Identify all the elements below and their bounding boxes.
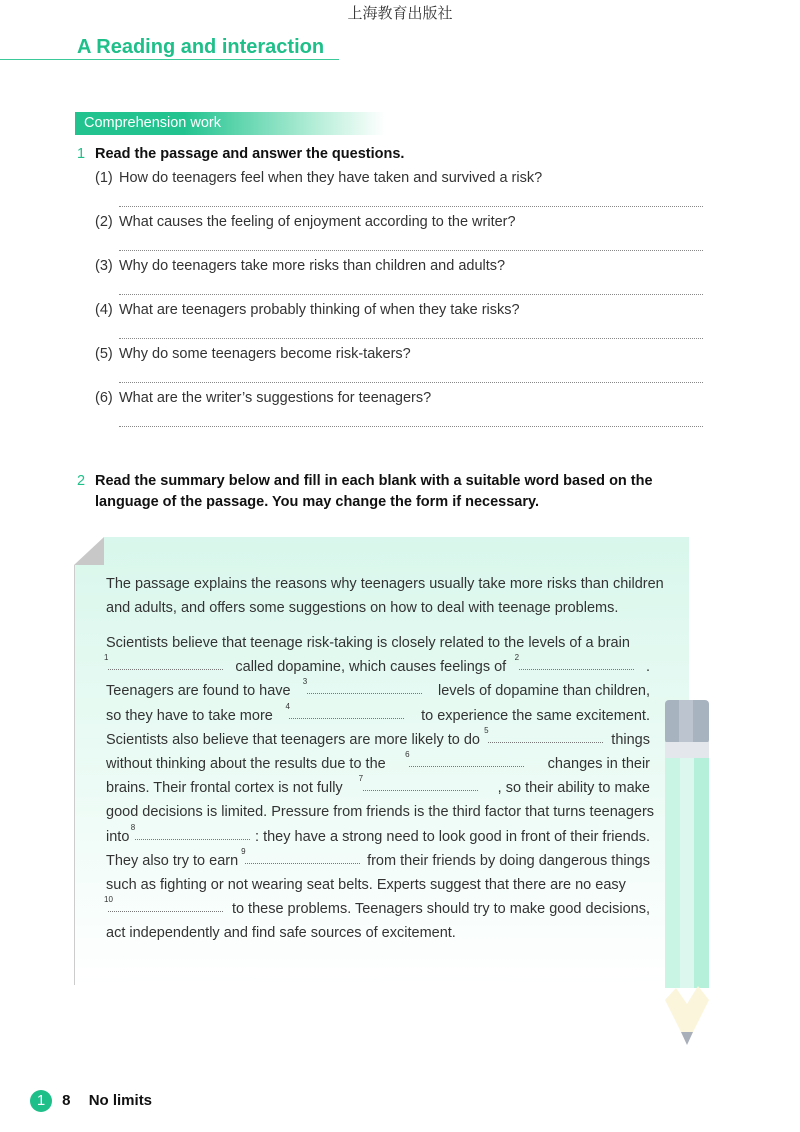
folded-corner bbox=[74, 537, 104, 565]
question-item bbox=[95, 258, 505, 274]
summary-line bbox=[106, 846, 650, 873]
blank-number: 3 bbox=[302, 677, 308, 687]
blank-7[interactable] bbox=[358, 774, 478, 791]
question-number: (5) bbox=[95, 346, 113, 362]
question-text: What are teenagers probably thinking of when they take risks? bbox=[119, 302, 520, 318]
summary-text: changes in their bbox=[547, 755, 650, 772]
summary-text: things bbox=[611, 731, 650, 748]
summary-line bbox=[106, 822, 650, 849]
task-number: 2 bbox=[77, 473, 86, 489]
blank-number: 9 bbox=[241, 846, 246, 856]
blank-number: 2 bbox=[514, 653, 520, 663]
summary-text: levels of dopamine than children, bbox=[437, 683, 650, 700]
page-footer bbox=[30, 1090, 152, 1112]
question-text: What causes the feeling of enjoyment according to the writer? bbox=[119, 214, 516, 230]
question-number: (3) bbox=[95, 258, 113, 274]
summary-line bbox=[106, 572, 664, 596]
summary-line bbox=[106, 776, 650, 800]
blank-number: 10 bbox=[104, 895, 113, 905]
summary-text: to these problems. Teenagers should try to make good decisions, bbox=[231, 901, 650, 918]
task-number: 1 bbox=[77, 146, 86, 162]
answer-line[interactable] bbox=[119, 426, 703, 427]
task-2-heading bbox=[77, 471, 675, 513]
summary-text: good decisions is limited. Pressure from friends is the third factor that turns teenagers bbox=[106, 804, 655, 821]
summary-line bbox=[106, 679, 650, 703]
summary-line bbox=[106, 596, 650, 620]
task-instruction: Read the summary below and fill in each blank with a suitable word based on the language of the passage. You may change the form if necessary. bbox=[95, 473, 653, 510]
question-text: Why do some teenagers become risk-takers? bbox=[119, 346, 411, 362]
summary-text: to experience the same excitement. bbox=[421, 707, 650, 724]
question-text: What are the writer’s suggestions for teenagers? bbox=[119, 390, 432, 406]
summary-text: : they have a strong need to look good in front of their friends. bbox=[255, 828, 650, 845]
summary-line bbox=[106, 897, 650, 921]
summary-text: into bbox=[106, 828, 130, 845]
publisher-header: 上海教育出版社 bbox=[347, 4, 453, 22]
page-number: 8 bbox=[62, 1091, 71, 1109]
blank-10[interactable] bbox=[104, 895, 223, 912]
question-number: (4) bbox=[95, 302, 113, 318]
summary-text: Scientists also believe that teenagers are more likely to do bbox=[106, 731, 480, 748]
question-number: (2) bbox=[95, 214, 113, 230]
task-instruction: Read the passage and answer the questions. bbox=[95, 146, 405, 162]
summary-text: , so their ability to make bbox=[497, 780, 650, 797]
blank-number: 4 bbox=[285, 701, 290, 711]
summary-text: Teenagers are found to have bbox=[106, 683, 291, 700]
answer-line[interactable] bbox=[119, 250, 703, 251]
question-item bbox=[95, 390, 431, 406]
summary-body bbox=[104, 631, 655, 945]
blank-2[interactable] bbox=[514, 653, 634, 670]
task-1-heading bbox=[77, 144, 675, 165]
summary-text: The passage explains the reasons why teenagers usually take more risks than children bbox=[106, 576, 664, 592]
question-item bbox=[95, 214, 516, 230]
unit-badge: 1 bbox=[30, 1090, 52, 1112]
summary-text: called dopamine, which causes feelings of bbox=[235, 659, 507, 676]
summary-text: from their friends by doing dangerous things bbox=[367, 852, 650, 869]
section-rule bbox=[0, 59, 339, 60]
question-item bbox=[95, 170, 542, 186]
summary-text: and adults, and offers some suggestions on how to deal with teenage problems. bbox=[106, 600, 619, 617]
question-item bbox=[95, 302, 520, 318]
blank-number: 8 bbox=[130, 822, 136, 832]
summary-line bbox=[106, 921, 650, 945]
summary-text: Scientists believe that teenage risk-taking is closely related to the levels of a brain bbox=[106, 635, 630, 651]
answer-line[interactable] bbox=[119, 294, 703, 295]
summary-line bbox=[106, 873, 650, 897]
summary-line bbox=[106, 725, 650, 752]
summary-line bbox=[106, 631, 650, 655]
summary-text: brains. Their frontal cortex is not fully bbox=[106, 780, 343, 797]
blank-6[interactable] bbox=[405, 749, 524, 767]
blank-8[interactable] bbox=[130, 822, 250, 840]
blank-5[interactable] bbox=[484, 725, 603, 743]
banner-label: Comprehension work bbox=[84, 115, 222, 131]
question-number: (1) bbox=[95, 170, 113, 186]
answer-line[interactable] bbox=[119, 338, 703, 339]
summary-line bbox=[106, 655, 650, 679]
answer-line[interactable] bbox=[119, 206, 703, 207]
blank-number: 6 bbox=[405, 749, 410, 759]
blank-number: 5 bbox=[484, 725, 489, 735]
summary-text: act independently and find safe sources of excitement. bbox=[106, 925, 456, 942]
summary-text: such as fighting or not wearing seat belts. Experts suggest that there are no easy bbox=[106, 876, 626, 893]
summary-text: without thinking about the results due to the bbox=[106, 755, 386, 772]
question-item bbox=[95, 346, 411, 362]
question-number: (6) bbox=[95, 390, 113, 406]
summary-line bbox=[106, 800, 655, 824]
summary-intro bbox=[106, 572, 664, 620]
question-text: How do teenagers feel when they have taken and survived a risk? bbox=[119, 170, 543, 186]
blank-9[interactable] bbox=[241, 846, 360, 864]
summary-text: . bbox=[645, 659, 650, 676]
blank-1[interactable] bbox=[104, 653, 223, 670]
blank-number: 7 bbox=[358, 774, 364, 784]
blank-3[interactable] bbox=[302, 677, 422, 694]
unit-title: No limits bbox=[88, 1091, 153, 1109]
summary-text: They also try to earn bbox=[106, 852, 239, 869]
section-title: A Reading and interaction bbox=[77, 36, 325, 58]
summary-text: so they have to take more bbox=[106, 707, 273, 724]
blank-number: 1 bbox=[104, 653, 109, 663]
blank-4[interactable] bbox=[285, 701, 404, 719]
comprehension-banner bbox=[75, 112, 385, 135]
summary-line bbox=[106, 701, 650, 728]
question-text: Why do teenagers take more risks than children and adults? bbox=[119, 258, 506, 274]
summary-line bbox=[106, 749, 650, 776]
pencil-illustration bbox=[665, 700, 709, 1045]
answer-line[interactable] bbox=[119, 382, 703, 383]
